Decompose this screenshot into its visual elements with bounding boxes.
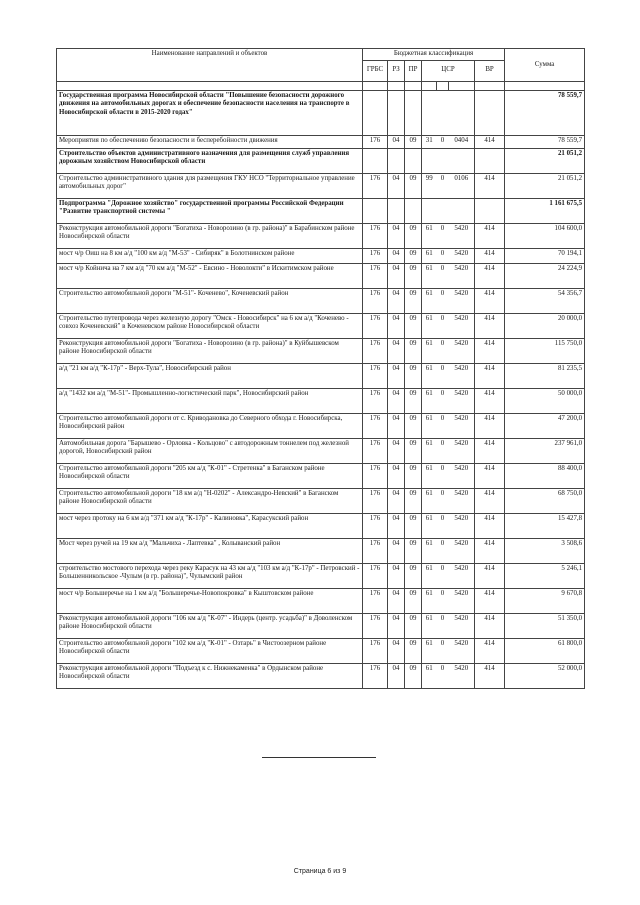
cell-csr-program: 61 [422, 363, 437, 388]
cell-rz: 04 [388, 463, 405, 488]
cell-pr: 09 [405, 223, 422, 248]
table-row [57, 613, 585, 638]
row-name: мост ч/р Большеречье на 1 км а/д "Большеречье-Новопокровка" в Кыштовском районе [57, 588, 363, 613]
cell-csr-program: 61 [422, 513, 437, 538]
cell-csr-sub [437, 148, 449, 173]
cell-pr: 09 [405, 388, 422, 413]
row-name: Строительство объектов административного назначения для размещения служб управления дорожным хозяйством Новосибирской области [57, 148, 363, 173]
row-sum: 54 356,7 [505, 288, 585, 313]
cell-csr-program: 61 [422, 463, 437, 488]
cell-rz: 04 [388, 173, 405, 198]
cell-csr-item: 5420 [449, 248, 475, 263]
cell-csr-sub: 0 [437, 135, 449, 148]
row-sum: 88 400,0 [505, 463, 585, 488]
cell-pr: 09 [405, 663, 422, 688]
row-name: а/д "21 км а/д "К-17р" - Верх-Тула", Новосибирский район [57, 363, 363, 388]
row-name: Строительство административного здания для размещения ГКУ НСО "Территориальное управление автомобильных дорог" [57, 173, 363, 198]
cell-csr-item: 5420 [449, 288, 475, 313]
row-sum: 5 246,1 [505, 563, 585, 588]
cell-rz: 04 [388, 438, 405, 463]
cell-rz: 04 [388, 513, 405, 538]
cell-csr-program: 61 [422, 588, 437, 613]
cell-csr-program: 61 [422, 413, 437, 438]
row-name: Мост через ручей на 19 км а/д "Мальчиха - Лаптевка" , Колыванский район [57, 538, 363, 563]
document-page [56, 48, 584, 689]
row-sum: 21 051,2 [505, 148, 585, 173]
row-name: Строительство автомобильной дороги от с. Криводановка до Северного обхода г. Новосибирска, Новосибирский район [57, 413, 363, 438]
table-row [57, 288, 585, 313]
row-name: Строительство автомобильной дороги "102 км а/д "К-01" - Озтарь" в Чистоозерном районе Новосибирской области [57, 638, 363, 663]
cell-csr-sub: 0 [437, 263, 449, 288]
cell-pr: 09 [405, 438, 422, 463]
row-sum: 15 427,8 [505, 513, 585, 538]
header-row-top [57, 49, 585, 61]
cell-csr-sub: 0 [437, 538, 449, 563]
cell-csr-sub: 0 [437, 338, 449, 363]
cell-csr-item: 5420 [449, 438, 475, 463]
cell-rz [388, 90, 405, 135]
cell-csr-program [422, 90, 437, 135]
cell-rz [388, 198, 405, 223]
cell-pr: 09 [405, 135, 422, 148]
cell-grbs: 176 [363, 288, 388, 313]
row-name: строительство мостового перехода через реку Карасук на 43 км а/д "103 км а/д "К-17р" - Петровский - Большенникольское -Чулым (в гр. района)", Чулымский район [57, 563, 363, 588]
cell-grbs: 176 [363, 513, 388, 538]
cell-csr-item: 5420 [449, 488, 475, 513]
cell-csr-item: 5420 [449, 538, 475, 563]
spacer-row [57, 81, 585, 90]
table-row [57, 388, 585, 413]
cell-csr-item: 5420 [449, 313, 475, 338]
cell-pr: 09 [405, 638, 422, 663]
cell-csr-program: 61 [422, 488, 437, 513]
cell-rz: 04 [388, 663, 405, 688]
row-sum: 115 750,0 [505, 338, 585, 363]
page-footer: Страница 6 из 9 [293, 868, 347, 875]
row-sum: 70 194,1 [505, 248, 585, 263]
cell-csr-item [449, 198, 475, 223]
cell-csr-program: 61 [422, 288, 437, 313]
row-sum: 9 670,8 [505, 588, 585, 613]
cell-rz: 04 [388, 413, 405, 438]
cell-pr [405, 90, 422, 135]
cell-vr: 414 [475, 263, 505, 288]
cell-csr-item: 5420 [449, 263, 475, 288]
cell-pr: 09 [405, 173, 422, 198]
cell-vr: 414 [475, 513, 505, 538]
cell-csr-sub: 0 [437, 638, 449, 663]
row-sum: 21 051,2 [505, 173, 585, 198]
row-sum: 3 508,6 [505, 538, 585, 563]
cell-pr: 09 [405, 263, 422, 288]
cell-csr-item: 5420 [449, 663, 475, 688]
cell-vr: 414 [475, 388, 505, 413]
table-row [57, 513, 585, 538]
row-name: Государственная программа Новосибирской области "Повышение безопасности дорожного движения на автомобильных дорогах и обеспечение безопасности населения на транспорте в Новосибирской области в 2015-2020 годах" [57, 90, 363, 135]
column-header-grbs: ГРБС [363, 60, 388, 81]
table-row [57, 313, 585, 338]
cell-rz: 04 [388, 313, 405, 338]
cell-vr: 414 [475, 488, 505, 513]
row-sum: 81 235,5 [505, 363, 585, 388]
cell-csr-sub: 0 [437, 223, 449, 248]
cell-csr-sub: 0 [437, 313, 449, 338]
cell-csr-sub: 0 [437, 513, 449, 538]
cell-vr: 414 [475, 563, 505, 588]
cell-csr-sub [437, 198, 449, 223]
table-row [57, 148, 585, 173]
cell-csr-program: 61 [422, 438, 437, 463]
row-name: Строительство автомобильной дороги "18 км а/д "Н-0202" - Александро-Невский" в Баганском районе Новосибирской области [57, 488, 363, 513]
table-row [57, 135, 585, 148]
cell-rz: 04 [388, 263, 405, 288]
cell-csr-program [422, 148, 437, 173]
cell-csr-item: 5420 [449, 638, 475, 663]
table-row [57, 638, 585, 663]
cell-rz: 04 [388, 488, 405, 513]
signature-line [262, 757, 376, 758]
row-sum: 24 224,9 [505, 263, 585, 288]
cell-rz: 04 [388, 338, 405, 363]
cell-vr: 414 [475, 588, 505, 613]
cell-pr: 09 [405, 613, 422, 638]
cell-pr: 09 [405, 488, 422, 513]
table-row [57, 173, 585, 198]
cell-grbs [363, 90, 388, 135]
column-header-vr: ВР [475, 60, 505, 81]
table-row [57, 588, 585, 613]
cell-vr: 414 [475, 173, 505, 198]
row-sum: 52 000,0 [505, 663, 585, 688]
cell-vr: 414 [475, 338, 505, 363]
row-sum: 50 000,0 [505, 388, 585, 413]
cell-vr: 414 [475, 223, 505, 248]
cell-grbs: 176 [363, 563, 388, 588]
cell-grbs: 176 [363, 488, 388, 513]
cell-grbs: 176 [363, 413, 388, 438]
cell-csr-sub: 0 [437, 248, 449, 263]
row-name: мост через протоку на 6 км а/д "371 км а/д "К-17р" - Калиновка", Карасукский район [57, 513, 363, 538]
table-row [57, 488, 585, 513]
cell-csr-sub: 0 [437, 463, 449, 488]
row-name: Мероприятия по обеспечению безопасности и бесперебойности движения [57, 135, 363, 148]
cell-csr-sub: 0 [437, 438, 449, 463]
cell-csr-program: 61 [422, 563, 437, 588]
cell-rz: 04 [388, 638, 405, 663]
row-name: а/д "1432 км а/д "М-51"- Промышленно-логистический парк", Новосибирский район [57, 388, 363, 413]
cell-csr-item: 5420 [449, 513, 475, 538]
cell-grbs: 176 [363, 363, 388, 388]
cell-pr: 09 [405, 588, 422, 613]
cell-pr: 09 [405, 463, 422, 488]
column-header-name: Наименование направлений и объектов [57, 49, 363, 82]
row-name: Строительство автомобильной дороги "205 км а/д "К-01" - Стретенка" в Баганском районе Новосибирской области [57, 463, 363, 488]
cell-grbs: 176 [363, 135, 388, 148]
cell-csr-program: 61 [422, 223, 437, 248]
cell-csr-item: 5420 [449, 363, 475, 388]
row-sum: 61 800,0 [505, 638, 585, 663]
row-sum: 1 161 675,5 [505, 198, 585, 223]
cell-grbs: 176 [363, 173, 388, 198]
column-header-rz: РЗ [388, 60, 405, 81]
table-row [57, 338, 585, 363]
table-row [57, 223, 585, 248]
cell-csr-item: 5420 [449, 338, 475, 363]
cell-grbs: 176 [363, 263, 388, 288]
cell-csr-sub: 0 [437, 363, 449, 388]
cell-rz: 04 [388, 588, 405, 613]
cell-csr-program: 31 [422, 135, 437, 148]
cell-csr-item [449, 148, 475, 173]
table-row [57, 438, 585, 463]
row-name: Подпрограмма "Дорожное хозяйство" государственной программы Российской Федерации "Развитие транспортной системы " [57, 198, 363, 223]
cell-csr-item: 5420 [449, 588, 475, 613]
row-sum: 78 559,7 [505, 135, 585, 148]
cell-csr-program: 61 [422, 638, 437, 663]
cell-csr-sub: 0 [437, 413, 449, 438]
row-sum: 237 961,0 [505, 438, 585, 463]
row-name: Реконструкция автомобильной дороги "Подъезд к с. Нижнекаменка" в Ордынском районе Новосибирской области [57, 663, 363, 688]
cell-rz: 04 [388, 363, 405, 388]
row-name: Реконструкция автомобильной дороги "Богатиха - Новорозино (в гр. района)" в Куйбышевском районе Новосибирской области [57, 338, 363, 363]
cell-csr-program: 61 [422, 613, 437, 638]
cell-grbs: 176 [363, 313, 388, 338]
cell-grbs: 176 [363, 223, 388, 248]
cell-csr-item [449, 90, 475, 135]
cell-csr-sub [437, 90, 449, 135]
row-name: Реконструкция автомобильной дороги "106 км а/д "К-07" - Индерь (центр. усадьба)" в Доволенском районе Новосибирской области [57, 613, 363, 638]
cell-csr-item: 5420 [449, 463, 475, 488]
cell-vr [475, 90, 505, 135]
column-header-sum: Сумма [505, 49, 585, 82]
cell-csr-item: 5420 [449, 613, 475, 638]
cell-vr: 414 [475, 438, 505, 463]
row-sum: 20 000,0 [505, 313, 585, 338]
cell-grbs: 176 [363, 613, 388, 638]
row-sum: 47 200,0 [505, 413, 585, 438]
table-row [57, 538, 585, 563]
cell-grbs: 176 [363, 388, 388, 413]
cell-csr-sub: 0 [437, 563, 449, 588]
table-row [57, 663, 585, 688]
cell-rz: 04 [388, 248, 405, 263]
row-sum: 68 750,0 [505, 488, 585, 513]
table-row [57, 563, 585, 588]
row-name: Строительство путепровода через железную дорогу "Омск - Новосибирск" на 6 км а/д "Коченево - совхоз Коченевский" в Коченевском районе Новосибирской области [57, 313, 363, 338]
cell-pr: 09 [405, 338, 422, 363]
cell-pr: 09 [405, 538, 422, 563]
cell-vr: 414 [475, 463, 505, 488]
table-body [57, 81, 585, 688]
cell-vr [475, 148, 505, 173]
cell-grbs: 176 [363, 438, 388, 463]
cell-vr: 414 [475, 638, 505, 663]
table-row [57, 198, 585, 223]
cell-rz: 04 [388, 388, 405, 413]
cell-vr [475, 198, 505, 223]
budget-table [56, 48, 585, 689]
cell-rz [388, 148, 405, 173]
cell-csr-program: 61 [422, 388, 437, 413]
cell-grbs: 176 [363, 338, 388, 363]
cell-csr-program: 61 [422, 663, 437, 688]
cell-pr: 09 [405, 248, 422, 263]
row-name: Реконструкция автомобильной дороги "Богатиха - Новорозино (в гр. района)" в Барабинском районе Новосибирской области [57, 223, 363, 248]
column-header-pr: ПР [405, 60, 422, 81]
column-header-csr: ЦСР [422, 60, 475, 81]
cell-vr: 414 [475, 663, 505, 688]
cell-rz: 04 [388, 288, 405, 313]
cell-grbs: 176 [363, 463, 388, 488]
cell-csr-program: 61 [422, 313, 437, 338]
cell-pr [405, 148, 422, 173]
cell-pr: 09 [405, 363, 422, 388]
cell-rz: 04 [388, 613, 405, 638]
cell-csr-program: 99 [422, 173, 437, 198]
cell-csr-program: 61 [422, 248, 437, 263]
cell-vr: 414 [475, 135, 505, 148]
row-name: Строительство автомобильной дороги "М-51"- Коченево", Коченевский район [57, 288, 363, 313]
cell-pr: 09 [405, 413, 422, 438]
cell-vr: 414 [475, 288, 505, 313]
cell-vr: 414 [475, 313, 505, 338]
cell-csr-sub: 0 [437, 173, 449, 198]
table-row [57, 90, 585, 135]
column-header-classification: Бюджетная классификация [363, 49, 505, 61]
cell-csr-sub: 0 [437, 388, 449, 413]
table-row [57, 363, 585, 388]
cell-csr-item: 5420 [449, 388, 475, 413]
cell-rz: 04 [388, 563, 405, 588]
cell-pr: 09 [405, 563, 422, 588]
table-row [57, 263, 585, 288]
cell-vr: 414 [475, 613, 505, 638]
cell-grbs: 176 [363, 538, 388, 563]
cell-csr-sub: 0 [437, 488, 449, 513]
cell-csr-sub: 0 [437, 613, 449, 638]
table-row [57, 413, 585, 438]
cell-vr: 414 [475, 538, 505, 563]
row-name: мост ч/р Оиш на 8 км а/д "100 км а/д "М-53" - Сибиряк" в Болотнинском районе [57, 248, 363, 263]
table-row [57, 248, 585, 263]
cell-vr: 414 [475, 363, 505, 388]
cell-pr [405, 198, 422, 223]
cell-csr-sub: 0 [437, 288, 449, 313]
row-sum: 78 559,7 [505, 90, 585, 135]
row-sum: 51 350,0 [505, 613, 585, 638]
cell-rz: 04 [388, 538, 405, 563]
cell-csr-program: 61 [422, 338, 437, 363]
cell-rz: 04 [388, 223, 405, 248]
cell-pr: 09 [405, 513, 422, 538]
row-sum: 104 600,0 [505, 223, 585, 248]
cell-pr: 09 [405, 313, 422, 338]
cell-csr-item: 0106 [449, 173, 475, 198]
cell-csr-sub: 0 [437, 663, 449, 688]
cell-vr: 414 [475, 413, 505, 438]
cell-grbs: 176 [363, 248, 388, 263]
row-name: мост ч/р Койнича на 7 км а/д "70 км а/д "М-52" - Евсино - Новолокти" в Искитимском районе [57, 263, 363, 288]
cell-csr-sub: 0 [437, 588, 449, 613]
cell-csr-program [422, 198, 437, 223]
cell-grbs: 176 [363, 663, 388, 688]
row-name: Автомобильная дорога "Барышево - Орловка - Кольцово" с автодорожным тоннелем под железной дорогой, Новосибирский район [57, 438, 363, 463]
cell-vr: 414 [475, 248, 505, 263]
cell-csr-item: 5420 [449, 413, 475, 438]
cell-grbs: 176 [363, 588, 388, 613]
cell-csr-item: 5420 [449, 223, 475, 248]
cell-csr-item: 5420 [449, 563, 475, 588]
cell-grbs: 176 [363, 638, 388, 663]
cell-csr-program: 61 [422, 538, 437, 563]
cell-csr-item: 0404 [449, 135, 475, 148]
cell-rz: 04 [388, 135, 405, 148]
cell-grbs [363, 148, 388, 173]
cell-csr-program: 61 [422, 263, 437, 288]
cell-pr: 09 [405, 288, 422, 313]
cell-grbs [363, 198, 388, 223]
table-row [57, 463, 585, 488]
